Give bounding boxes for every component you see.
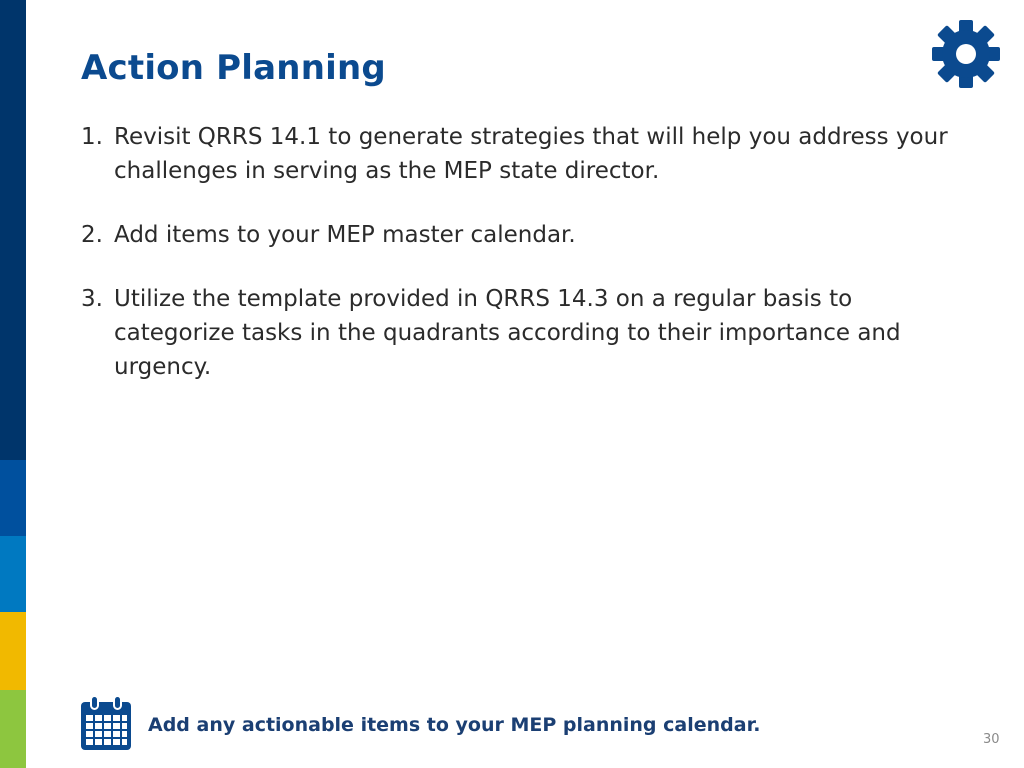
side-bar-segment-light-blue [0,536,26,612]
side-bar-segment-green [0,690,26,768]
item-text: Revisit QRRS 14.1 to generate strategies that will help you address your challenges in serving as the MEP state director. [114,124,948,184]
item-number: 1. [81,124,103,150]
footer-note: Add any actionable items to your MEP planning calendar. [148,714,761,736]
action-item [81,120,951,188]
slide-title: Action Planning [81,48,386,88]
item-text: Utilize the template provided in QRRS 14.3 on a regular basis to categorize tasks in the quadrants according to their importance and urgency. [114,286,901,380]
side-bar-segment-yellow [0,612,26,690]
action-item [81,218,951,252]
gear-icon [930,18,1002,90]
action-list [81,120,951,384]
item-number: 2. [81,222,103,248]
item-number: 3. [81,286,103,312]
calendar-icon [80,695,132,751]
side-bar-segment-blue [0,460,26,536]
item-text: Add items to your MEP master calendar. [114,222,576,248]
action-item [81,282,951,384]
side-bar-segment-navy [0,0,26,460]
side-color-bar [0,0,26,768]
page-number: 30 [983,732,1000,747]
